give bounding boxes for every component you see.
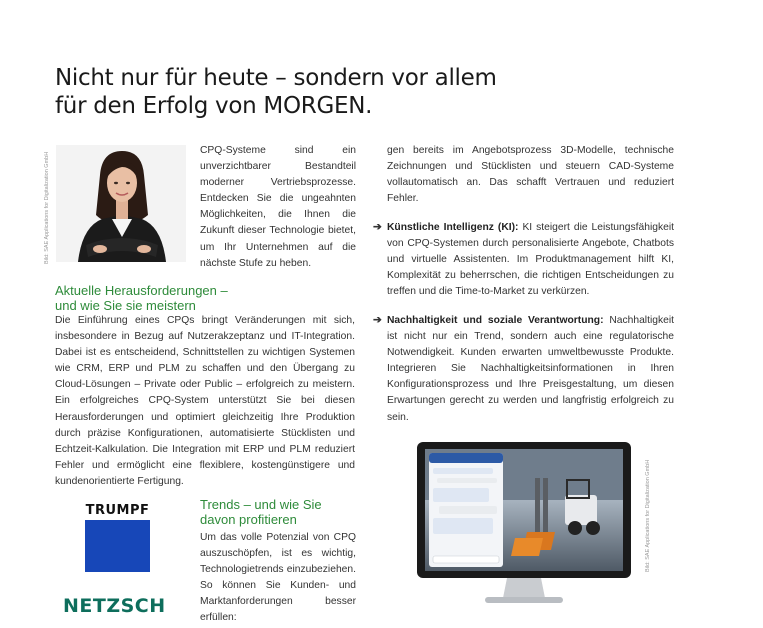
monitor-illustration xyxy=(415,440,633,610)
section-heading-line-2: davon profitieren xyxy=(200,512,297,527)
bullet-ai xyxy=(373,220,674,300)
section-heading-line-1: Trends – und wie Sie xyxy=(200,497,322,512)
headline-line-2: für den Erfolg von MORGEN. xyxy=(55,93,373,119)
bullet-sustainability-text: Nachhaltigkeit ist nicht nur ein Trend, sondern auch eine regulatorische Notwendigkeit. Kunden erwarten umweltbewusste Produkte. Integrieren Sie Nachhaltigkeitsinformationen in Ihren Konfigurationsprozess und Ihre Preisgestaltung, um diesen Erwartungen gerecht zu werden und langfristig erfolgreich zu sein. xyxy=(387,315,674,423)
trumpf-logo-text: TRUMPF xyxy=(85,503,150,518)
bullet-ai-text: KI steigert die Leistungsfähigkeit von CPQ-Systemen durch personalisierte Angebote, Chatbots und virtuelle Assistenten. Im Produktmanagement hilft KI, Komplexität zu beherrschen, die richtigen Entscheidungen zu treffen und die Time-to-Market zu verkürzen. xyxy=(387,222,674,298)
portrait-credit: Bild: SAE Applications for Digitalization GmbH xyxy=(44,151,50,264)
monitor-credit: Bild: SAE Applications for Digitalization GmbH xyxy=(645,459,651,572)
section-heading-line-2: und wie Sie sie meistern xyxy=(55,298,196,313)
headline xyxy=(55,64,695,120)
bullet-ai-lead: Künstliche Intelligenz (KI): xyxy=(387,222,519,233)
section-heading-challenges xyxy=(55,283,355,313)
section-body-challenges: Die Einführung eines CPQs bringt Veränderungen mit sich, insbesondere in Bezug auf Nutzerakzeptanz und IT-Integration. Dabei ist es entscheidend, Schnittstellen zu wichtigen Systemen wie CRM, ERP und PLM zu schaffen und den Übergang zu Cloud-Lösungen – Private oder Public – erfolgreich zu meistern. Ein erfolgreiches CPQ-System unterstützt Sie bei diesen Herausforderungen und optimiert gleichzeitig Ihre Produktion durch präzise Konfigurationen, automatisierte Stücklisten und Echtzeit-Kalkulation. Die Integration mit ERP und PLM reduziert Fehler und ermöglicht eine flexiblere, kostengünstigere und kundenorientierte Fertigung. xyxy=(55,315,355,487)
arrow-right-icon: ➔ xyxy=(373,315,382,326)
trumpf-logo xyxy=(85,503,150,572)
section-heading-trends xyxy=(200,497,360,527)
netzsch-logo: NETZSCH xyxy=(63,595,166,617)
portrait-illustration xyxy=(56,145,186,262)
arrow-right-icon: ➔ xyxy=(373,222,382,233)
monitor-image xyxy=(415,440,633,610)
section-heading-line-1: Aktuelle Herausforderungen – xyxy=(55,283,228,298)
section-body-trends: Um das volle Potenzial von CPQ auszuschöpfen, ist es wichtig, Technologietrends einzubeziehen. So können Sie Kunden- und Marktanforderungen besser erfüllen: xyxy=(200,532,356,624)
column2-continuation: gen bereits im Angebotsprozess 3D-Modelle, technische Zeichnungen und Stücklisten und steuern CAD-Systeme vollautomatisch an. Das schafft Vertrauen und reduziert Fehler. xyxy=(387,145,674,205)
trumpf-logo-block xyxy=(85,520,150,572)
bullet-sustainability xyxy=(373,313,674,426)
intro-text: CPQ-Systeme sind ein unverzichtbarer Bestandteil moderner Vertriebsprozesse. Entdecken Sie die ungeahnten Möglichkeiten, die Ihnen die Zukunft dieser Technologie bietet, um Ihr Unternehmen auf die nächste Stufe zu heben. xyxy=(200,145,356,269)
portrait-image xyxy=(56,145,186,262)
bullet-sustainability-lead: Nachhaltigkeit und soziale Verantwortung: xyxy=(387,315,604,326)
headline-line-1: Nicht nur für heute – sondern vor allem xyxy=(55,65,497,91)
